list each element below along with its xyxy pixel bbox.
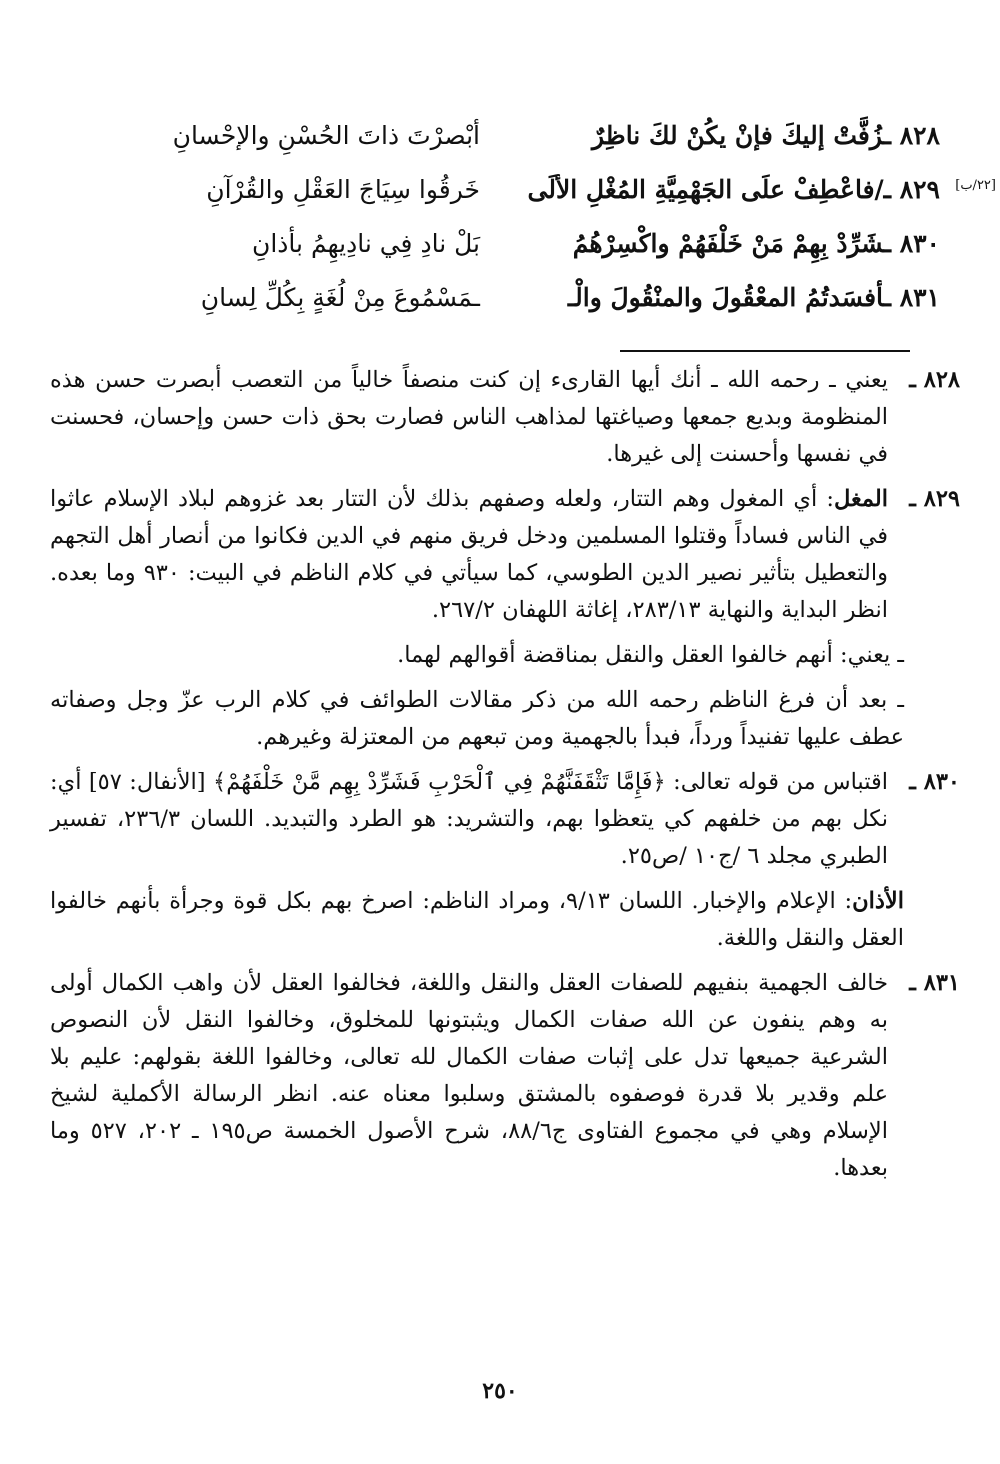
verse-second-hemistich: أبْصرْتَ ذاتَ الحُسْنِ والإحْسانِ — [172, 120, 480, 150]
note-keyword: المغل — [833, 486, 888, 512]
note-text: : الإعلام والإخبار. اللسان ٩/١٣، ومراد الناظم: اصرخ بهم بكل قوة وجرأة بأنهم خالفوا العقل والنقل واللغة. — [50, 888, 904, 951]
note-text: يعني ـ رحمه الله ـ أنك أيها القارىء إن كنت منصفاً خالياً من التعصب أبصرت حسن هذه المنظومة وبديع جمعها وصياغتها لمذاهب الناس فصارت بحق ذات حسن وإحسان، فحسنت في نفسها وأحسنت إلى غيرها. — [50, 367, 888, 467]
note-829-sub-1: ـ يعني: أنهم خالفوا العقل والنقل بمناقضة أقوالهم لهما. — [397, 642, 904, 668]
verse-line-830 — [50, 216, 940, 270]
verse-first-hemistich: شَرِّدْ بِهِمْ مَنْ خَلْفَهُمْ واكْسِرْهُمُ — [572, 228, 884, 258]
verse-line-829 — [50, 162, 996, 216]
note-text: اقتباس من قوله تعالى: ﴿فَإِمَّا تَثْقَفَنَّهُمْ فِي ٱلْحَرْبِ فَشَرِّدْ بِهِم مَّنْ خَلْفَهُمْ﴾ [الأنفال: ٥٧] أي: نكل بهم من خلفهم كي يتعظوا بهم، والتشريد: هو الطرد والتبديد. اللسان ٢٣٦/٣، تفسير الطبري مجلد ٦ /ج١٠ /ص٢٥. — [50, 769, 889, 869]
page-number: ٢٥٠ — [482, 1378, 518, 1404]
verse-number: ٨٢٨ ـ — [883, 120, 940, 150]
note-text: : أي المغول وهم التتار، ولعله وصفهم بذلك لأن التتار بعد غزوهم لبلاد الإسلام عاثوا في الناس فساداً وقتلوا المسلمين ودخل فريق منهم في الدين فكانوا من أنصار أهل التجهم والتعطيل بتأثير نصير الدين الطوسي، كما سيأتي في كلام الناظم في البيت: ٩٣٠ وما بعده. انظر البداية والنهاية ٢٨٣/١٣، إغاثة اللهفان ٢٦٧/٢. — [50, 486, 888, 623]
verse-second-hemistich: ـمَسْمُوعَ مِنْ لُغَةٍ بِكُلِّ لِسانِ — [200, 282, 480, 312]
verse-number: ٨٣١ ـ — [883, 282, 940, 312]
verse-second-hemistich: خَرقُوا سِيَاجَ العَقْلِ والقُرْآنِ — [206, 174, 480, 204]
note-830-adhan — [50, 883, 960, 957]
verse-first-hemistich: زُفَّتْ إليكَ فإنْ يكُنْ لكَ ناظِرٌ — [592, 120, 884, 150]
verse-second-hemistich: بَلْ نادِ فِي نادِيهِمُ بأذانِ — [251, 228, 480, 258]
verse-first-hemistich: /فاعْطِفْ علَى الجَهْمِيَّةِ المُغْلِ الألَى — [527, 174, 884, 204]
verse-number: ٨٢٩ ـ — [883, 174, 940, 204]
note-number: ٨٣١ ـ — [909, 970, 960, 996]
note-number: ٨٢٨ ـ — [909, 367, 960, 393]
note-keyword: الأذان — [852, 888, 904, 914]
note-829-sub-2: ـ بعد أن فرغ الناظم رحمه الله من ذكر مقالات الطوائف في كلام الرب عزّ وجل وصفاته عطف عليها تفنيداً ورداً، فبدأ بالجهمية ومن تبعهم من المعتزلة وغيرهم. — [50, 687, 904, 750]
note-829 — [50, 481, 960, 629]
verse-line-831 — [50, 270, 940, 324]
note-830 — [50, 764, 960, 875]
verse-number: ٨٣٠ ـ — [883, 228, 940, 258]
note-text: خالف الجهمية بنفيهم للصفات العقل والنقل واللغة، فخالفوا العقل لأن واهب الكمال أولى به وهم ينفون عن الله صفات الكمال ويثبتونها للمخلوق، وخالفوا النقل لأن النصوص الشرعية جميعها تدل على إثبات صفات الكمال لله تعالى، وخالفوا اللغة بقولهم: عليم بلا علم وقدير بلا قدرة فوصفوه بالمشتق وسلبوا معناه عنه. انظر الرسالة الأكملية لشيخ الإسلام وهي في مجموع الفتاوى ج٨٨/٦، شرح الأصول الخمسة ص١٩٥ ـ ٢٠٢، ٥٢٧ وما بعدها. — [50, 970, 888, 1181]
note-number: ٨٣٠ ـ — [909, 769, 960, 795]
note-831 — [50, 965, 960, 1187]
verse-first-hemistich: أفسَدتُمُ المعْقُولَ والمنْقُولَ والْـ — [567, 282, 884, 312]
verse-line-828 — [50, 108, 940, 162]
footnote-divider — [620, 350, 910, 352]
commentary-notes — [50, 362, 960, 1195]
verse-block — [50, 108, 996, 324]
note-number: ٨٢٩ ـ — [909, 486, 960, 512]
note-828 — [50, 362, 960, 473]
manuscript-folio-marker: [٢٢/ب] — [955, 178, 996, 193]
